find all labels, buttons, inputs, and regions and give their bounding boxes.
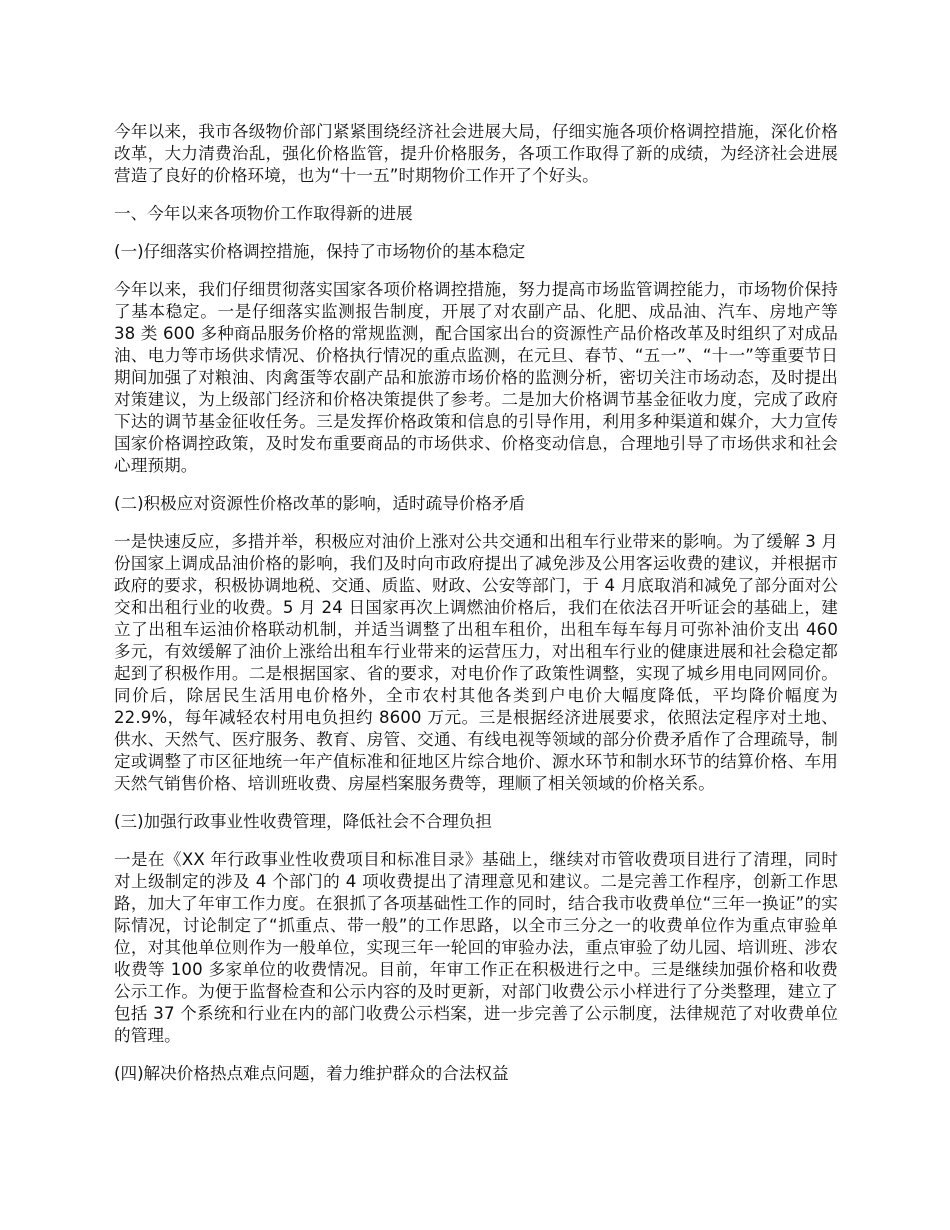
subsection-paragraph-3: 一是在《XX 年行政事业性收费项目和标准目录》基础上，继续对市管收费项目进行了清理，同时对上级制定的涉及 4 个部门的 4 项收费提出了清理意见和建议。二是完善工作程序，创新工作思路，加大了年审工作力度。在狠抓了各项基础性工作的同时，结合我市收费单位“三年一换证”的实际情况，讨论制定了“抓重点、带一般”的工作思路，以全市三分之一的收费单位作为重点审验单位，对其他单位则作为一般单位，实现三年一轮回的审验办法，重点审验了幼儿园、培训班、涉农收费等 100 多家单位的收费情况。目前，年审工作正在积极进行之中。三是继续加强价格和收费公示工作。为便于监督检查和公示内容的及时更新，对部门收费公示小样进行了分类整理，建立了包括 37 个系统和行业在内的部门收费公示档案，进一步完善了公示制度，法律规范了对收费单位的管理。: [114, 850, 838, 1045]
subsection-paragraph-2: 一是快速反应，多措并举，积极应对油价上涨对公共交通和出租车行业带来的影响。为了缓解 3 月份国家上调成品油价格的影响，我们及时向市政府提出了减免涉及公用客运收费的建议，并根据市政府的要求，积极协调地税、交通、质监、财政、公安等部门，于 4 月底取消和减免了部分面对公交和出租行业的收费。5 月 24 日国家再次上调燃油价格后，我们在依法召开听证会的基础上，建立了出租车运油价格联动机制，并适当调整了出租车租价，出租车每车每月可弥补油价支出 460 多元，有效缓解了油价上涨给出租车行业带来的运营压力，对出租车行业的健康进展和社会稳定都起到了积极作用。二是根据国家、省的要求，对电价作了政策性调整，实现了城乡用电同网同价。同价后，除居民生活用电价格外，全市农村其他各类到户电价大幅度降低，平均降价幅度为 22.9%，每年减轻农村用电负担约 8600 万元。三是根据经济进展要求，依照法定程序对土地、供水、天然气、医疗服务、教育、房管、交通、有线电视等领域的部分价费矛盾作了合理疏导，制定或调整了市区征地统一年产值标准和征地区片综合地价、源水环节和制水环节的结算价格、车用天然气销售价格、培训班收费、房屋档案服务费等，理顺了相关领域的价格关系。: [114, 532, 838, 793]
section-heading-1: 一、今年以来各项物价工作取得新的进展: [114, 204, 413, 223]
subsection-paragraph-1: 今年以来，我们仔细贯彻落实国家各项价格调控措施，努力提高市场监管调控能力，市场物价保持了基本稳定。一是仔细落实监测报告制度，开展了对农副产品、化肥、成品油、汽车、房地产等 38 类 600 多种商品服务价格的常规监测，配合国家出台的资源性产品价格改革及时组织了对成品油、电力等市场供求情况、价格执行情况的重点监测，在元旦、春节、“五一”、“十一”等重要节日期间加强了对粮油、肉禽蛋等农副产品和旅游市场价格的监测分析，密切关注市场动态，及时提出对策建议，为上级部门经济和价格决策提供了参考。二是加大价格调节基金征收力度，完成了政府下达的调节基金征收任务。三是发挥价格政策和信息的引导作用，利用多种渠道和媒介，大力宣传国家价格调控政策，及时发布重要商品的市场供求、价格变动信息，合理地引导了市场供求和社会心理预期。: [114, 280, 838, 475]
subsection-heading-1: (一)仔细落实价格调控措施，保持了市场物价的基本稳定: [114, 242, 526, 261]
spacer: [114, 833, 838, 849]
spacer: [114, 187, 838, 203]
spacer: [114, 795, 838, 811]
spacer: [114, 515, 838, 531]
intro-paragraph: 今年以来，我市各级物价部门紧紧围绕经济社会进展大局，仔细实施各项价格调控措施，深化价格改革，大力清费治乱，强化价格监管，提升价格服务，各项工作取得了新的成绩，为经济社会进展营造了良好的价格环境，也为“十一五”时期物价工作开了个好头。: [114, 122, 838, 185]
spacer: [114, 1047, 838, 1063]
subsection-heading-4: (四)解决价格热点难点问题，着力维护群众的合法权益: [114, 1064, 509, 1083]
subsection-heading-3: (三)加强行政事业性收费管理，降低社会不合理负担: [114, 812, 493, 831]
subsection-heading-2: (二)积极应对资源性价格改革的影响，适时疏导价格矛盾: [114, 494, 526, 513]
spacer: [114, 477, 838, 493]
spacer: [114, 225, 838, 241]
spacer: [114, 263, 838, 279]
